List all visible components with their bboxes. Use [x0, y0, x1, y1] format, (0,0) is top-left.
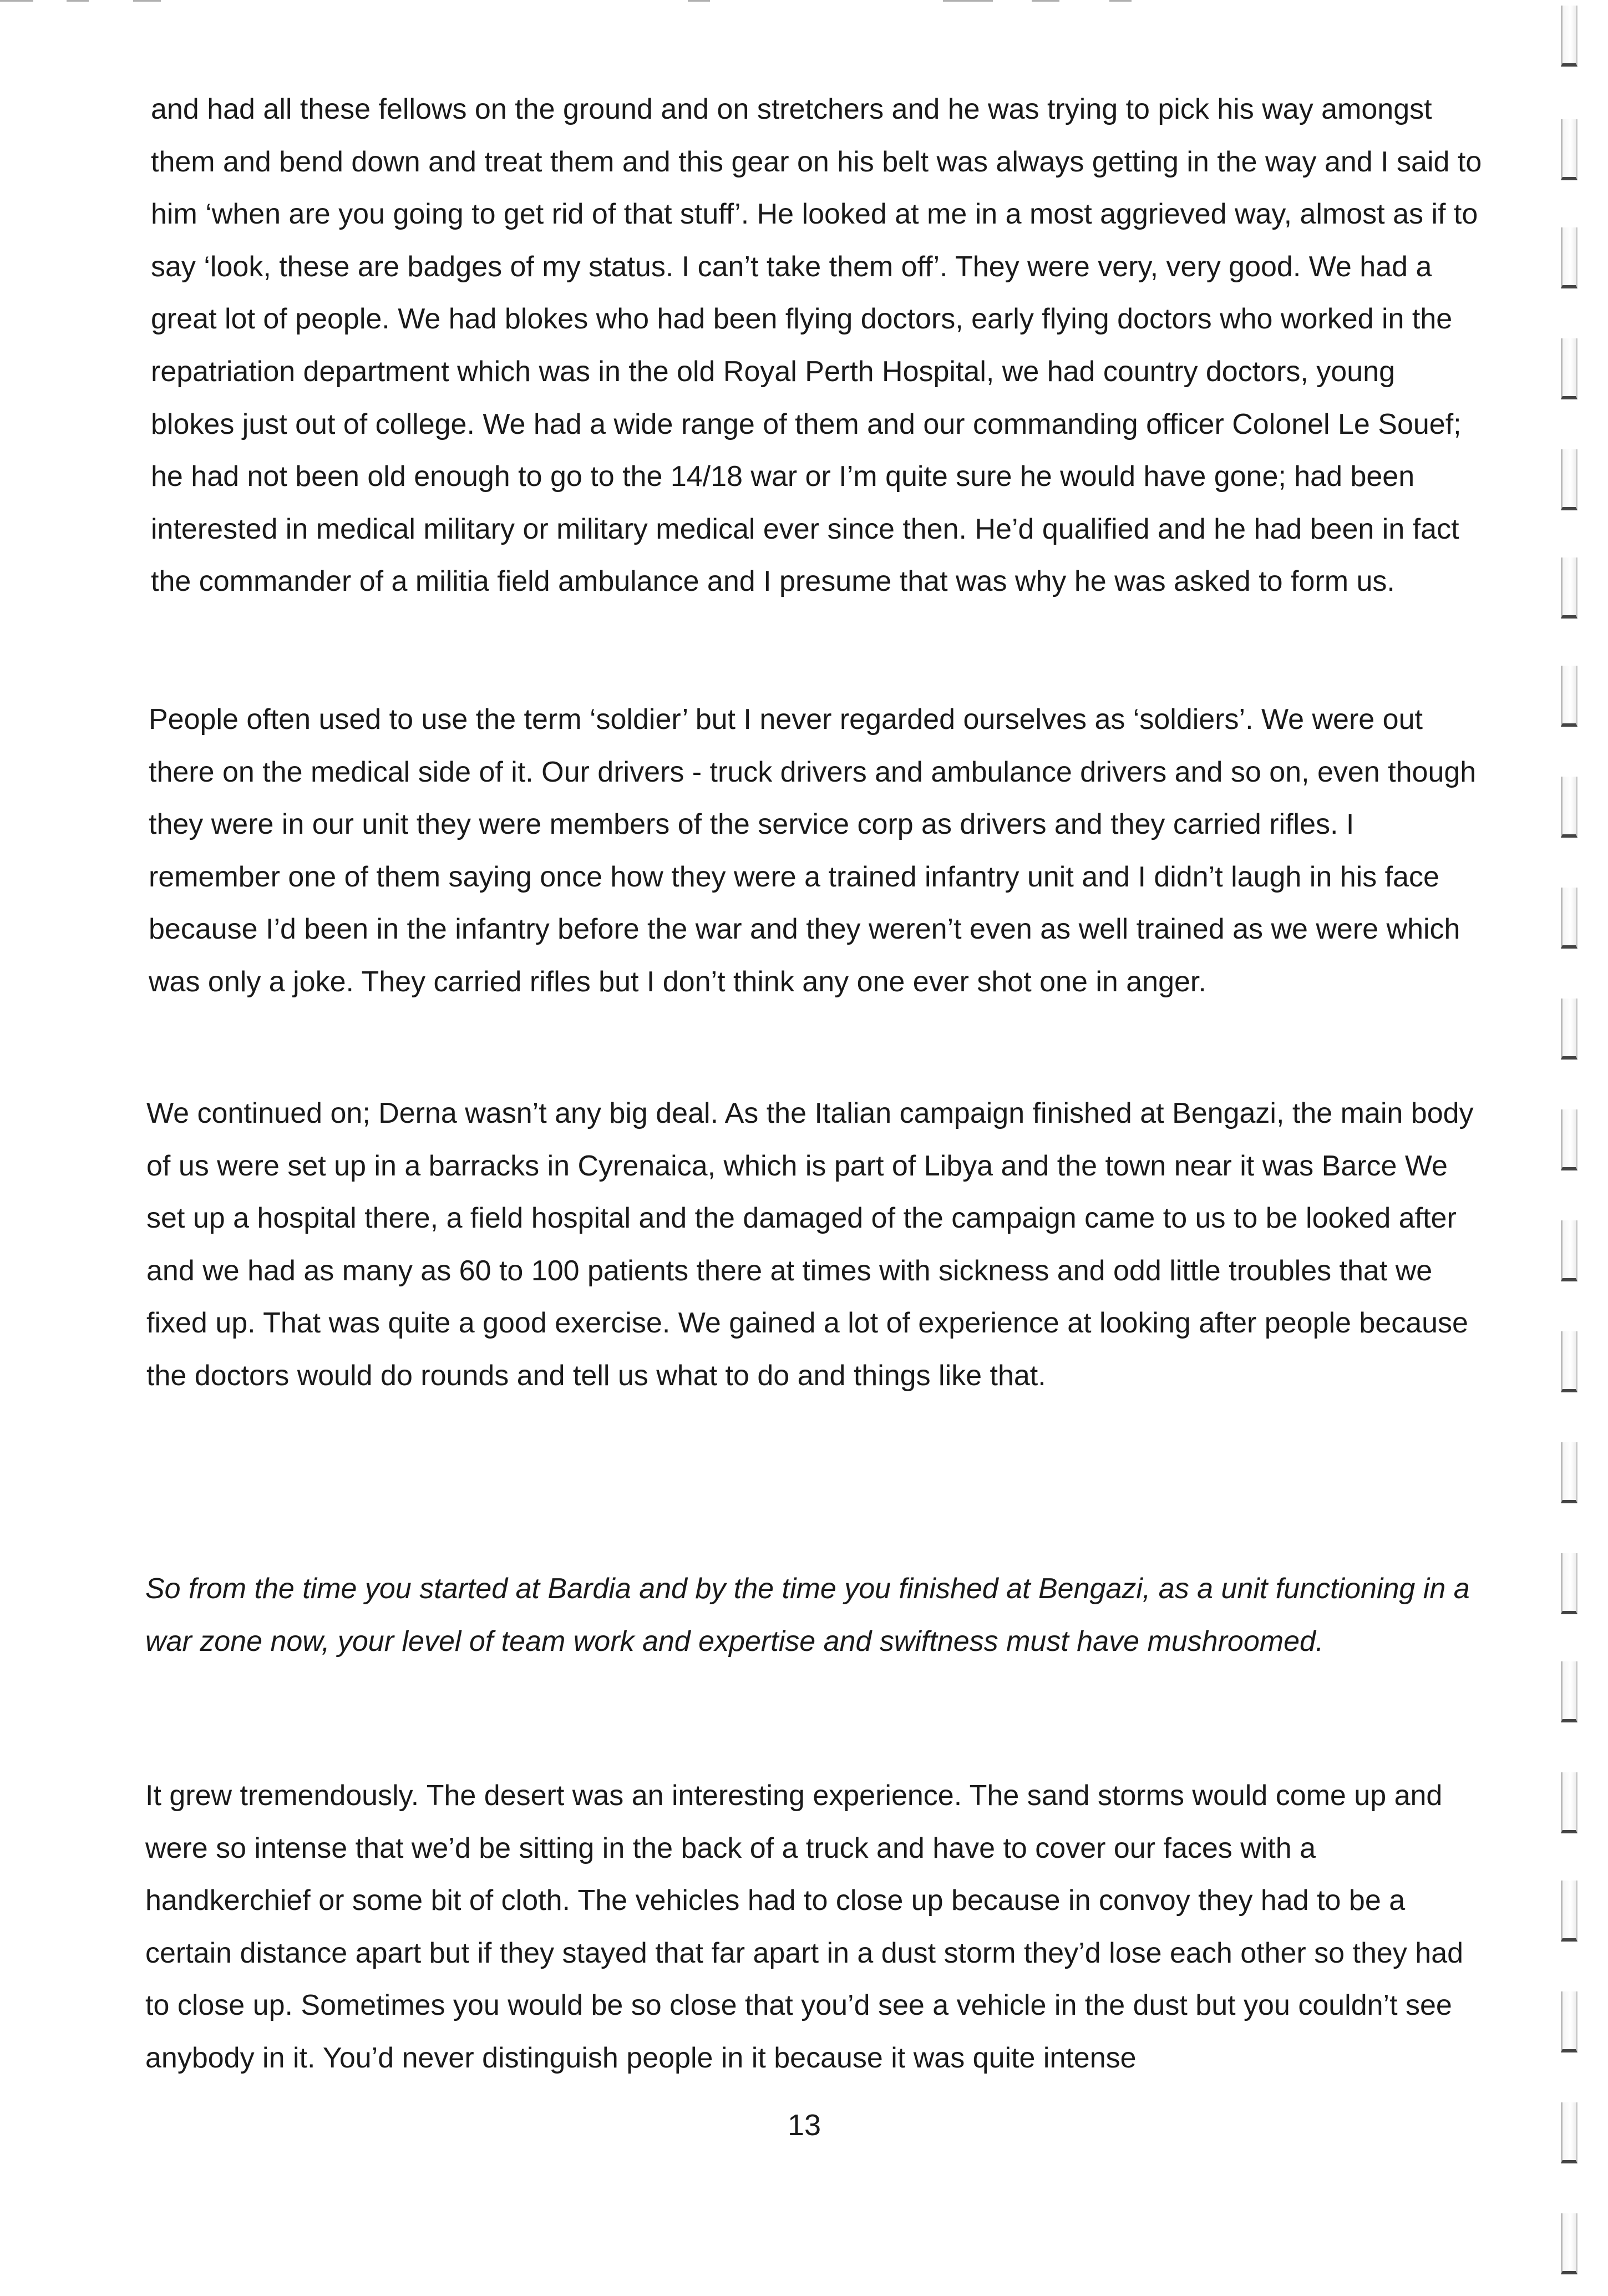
- binding-hole: [1561, 2102, 1577, 2163]
- interviewer-question: So from the time you started at Bardia and by the time you finished at Bengazi, as a unit functioning in a war zone now, your level of team work and expertise and swiftness must have mushroomed.: [145, 1573, 1470, 1658]
- binding-hole: [1561, 6, 1577, 67]
- binding-hole: [1561, 1553, 1577, 1614]
- paragraph-5: It grew tremendously. The desert was an interesting experience. The sand storms would come up and were so intense that we’d be sitting in the back of a truck and have to cover our faces with a handkerchief or some bit of cloth. The vehicles had to close up because in convoy they had to be a certain distance apart but if they stayed that far apart in a dust storm they’d lose each other so they had to close up. Sometimes you would be so close that you’d see a vehicle in the dust but you couldn’t see anybody in it. You’d never distinguish people in it because it was quite intense: [145, 1780, 1464, 2074]
- binding-hole: [1561, 777, 1577, 838]
- binding-hole: [1561, 449, 1577, 510]
- binding-hole: [1561, 1331, 1577, 1392]
- binding-hole: [1561, 1991, 1577, 2052]
- paragraph-1: and had all these fellows on the ground and on stretchers and he was trying to pick his way amongst them and bend down and treat them and this gear on his belt was always getting in the way and I said to him ‘when are you going to get rid of that stuff’. He looked at me in a most aggrieved way, almost as if to say ‘look, these are badges of my status. I can’t take them off’. They were very, very good. We had a great lot of people. We had blokes who had been flying doctors, early flying doctors who worked in the repatriation department which was in the old Royal Perth Hospital, we had country doctors, young blokes just out of college. We had a wide range of them and our commanding officer Colonel Le Souef; he had not been old enough to go to the 14/18 war or I’m quite sure he would have gone; had been interested in medical military or military medical ever since then. He’d qualified and he had been in fact the commander of a militia field ambulance and I presume that was why he was asked to form us.: [151, 93, 1482, 598]
- paragraph-2: People often used to use the term ‘soldier’ but I never regarded ourselves as ‘soldiers’. We were out there on the medical side of it. Our drivers - truck drivers and ambulance drivers and so on, even though they were in our unit they were members of the service corp as drivers and they carried rifles. I remember one of them saying once how they were a trained infantry unit and I didn’t laugh in his face because I’d been in the infantry before the war and they weren’t even as well trained as we were which was only a joke. They carried rifles but I don’t think any one ever shot one in anger.: [149, 703, 1477, 998]
- binding-hole: [1561, 1661, 1577, 1722]
- binding-hole: [1561, 999, 1577, 1060]
- binding-hole: [1561, 888, 1577, 949]
- binding-hole: [1561, 1109, 1577, 1170]
- binding-hole: [1561, 1442, 1577, 1503]
- binding-hole: [1561, 1772, 1577, 1833]
- paragraph-3: We continued on; Derna wasn’t any big deal. As the Italian campaign finished at Bengazi, the main body of us were set up in a barracks in Cyrenaica, which is part of Libya and the town near it was Barce We set up a hospital there, a field hospital and the damaged of the campaign came to us to be looked after and we had as many as 60 to 100 patients there at times with sickness and odd little troubles that we fixed up. That was quite a good exercise. We gained a lot of experience at looking after people because the doctors would do rounds and tell us what to do and things like that.: [146, 1097, 1474, 1392]
- binding-hole: [1561, 557, 1577, 619]
- binding-hole: [1561, 119, 1577, 180]
- binding-holes: [1553, 0, 1597, 2296]
- binding-hole: [1561, 2213, 1577, 2274]
- binding-hole: [1561, 1220, 1577, 1281]
- binding-hole: [1561, 666, 1577, 727]
- page-number: 13: [787, 2109, 821, 2142]
- binding-hole: [1561, 1881, 1577, 1942]
- binding-hole: [1561, 227, 1577, 288]
- binding-hole: [1561, 338, 1577, 399]
- scan-top-edge: [0, 0, 1608, 4]
